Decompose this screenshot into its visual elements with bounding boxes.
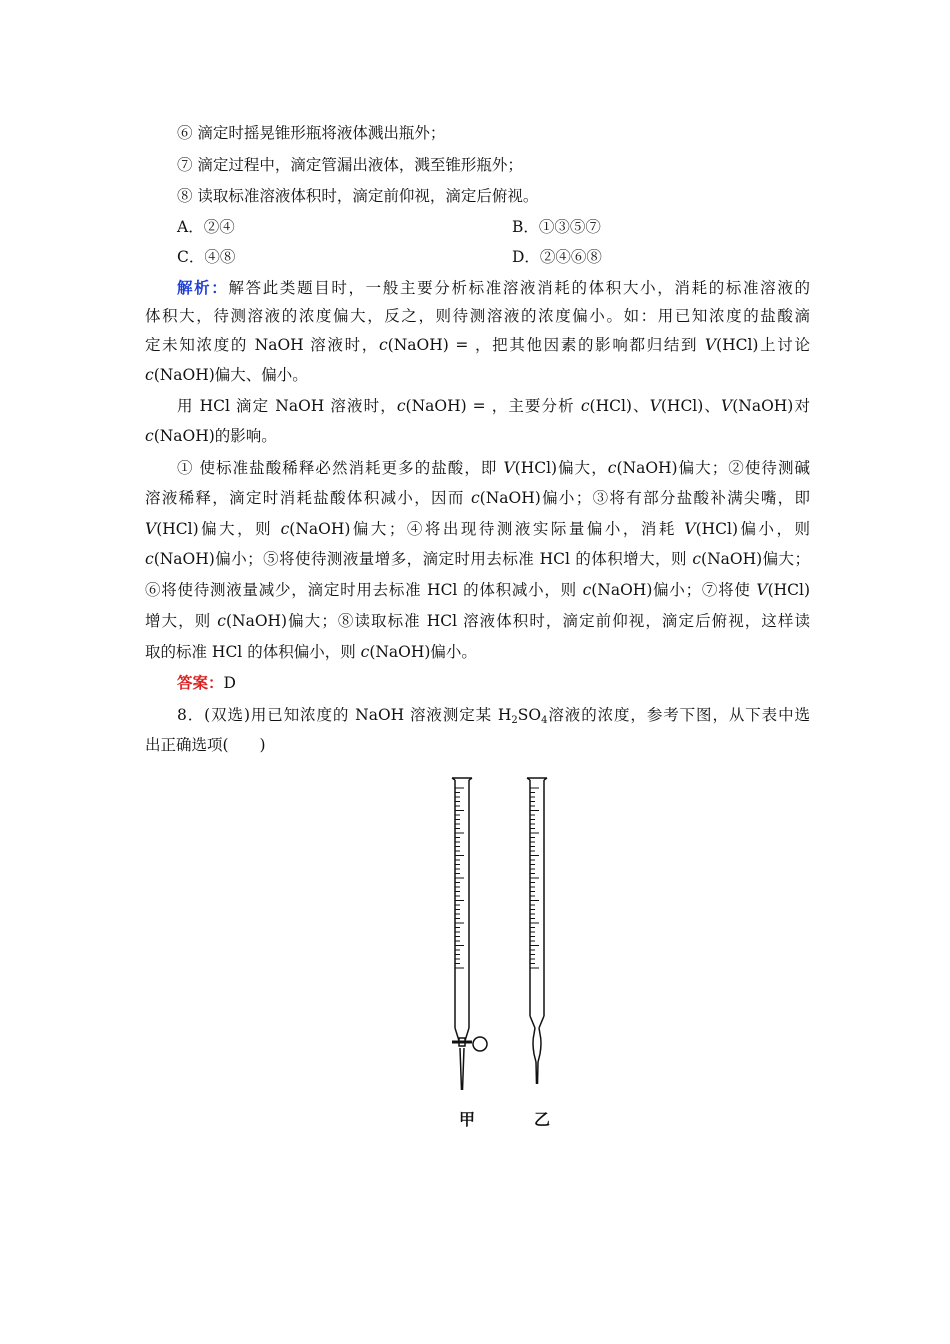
answer-line [177,673,810,693]
analysis-para-2-line-1: 用 HCl 滴定 NaOH 溶液时，c(NaOH) = ，主要分析 c(HCl)、V(HCl)、V(NaOH)对 [177,397,810,415]
answer-label: 答案： [177,673,224,692]
analysis-para-3-line-2: 溶液稀释，滴定时消耗盐酸体积减小，因而 c(NaOH)偏小；③将有部分盐酸补满尖嘴，即 [145,489,811,507]
figure-label-right: 乙 [534,1110,551,1129]
analysis-line-2: 体积大，待测溶液的浓度偏大，反之，则待测溶液的浓度偏小。如：用已知浓度的盐酸滴 [145,307,810,325]
item-7: ⑦ 滴定过程中，滴定管漏出液体，溅至锥形瓶外； [177,156,523,174]
question-8-line-2: 出正确选项( ) [145,736,266,754]
analysis-para-2-line-2: c(NaOH)的影响。 [145,427,277,445]
item-6: ⑥ 滴定时摇晃锥形瓶将液体溅出瓶外； [177,124,446,142]
base-burette [527,778,547,1084]
option-d: D．②④⑥⑧ [512,248,602,266]
analysis-para-3-line-5: ⑥将使待测液量减少，滴定时用去标准 HCl 的体积减小，则 c(NaOH)偏小；⑦将使 V(HCl) [145,581,810,599]
analysis-label: 解析： [177,278,229,297]
analysis-para-3-line-4: c(NaOH)偏小；⑤将使待测液量增多，滴定时用去标准 HCl 的体积增大，则 c(NaOH)偏大； [145,550,810,568]
analysis-para-3-line-6: 增大，则 c(NaOH)偏大；⑧读取标准 HCl 溶液体积时，滴定前仰视，滴定后俯视，这样读 [145,612,811,630]
analysis-line-1: 解析：解答此类题目时，一般主要分析标准溶液消耗的体积大小，消耗的标准溶液的 [177,278,810,297]
analysis-para-3-line-3: V(HCl)偏大，则 c(NaOH)偏大；④将出现待测液实际量偏小，消耗 V(HCl)偏小，则 [145,520,810,538]
option-a: A．②④ [177,218,235,236]
burette-figure [440,772,570,1132]
item-8: ⑧ 读取标准溶液体积时，滴定前仰视，滴定后俯视。 [177,187,539,205]
analysis-line-3: 定未知浓度的 NaOH 溶液时，c(NaOH) = ，把其他因素的影响都归结到 V(HCl)上讨论 [145,336,810,354]
analysis-para-3-line-7: 取的标准 HCl 的体积偏小，则 c(NaOH)偏小。 [145,643,477,661]
option-b: B．①③⑤⑦ [512,218,601,236]
answer-value: D [223,674,236,692]
figure-label-left: 甲 [459,1110,476,1129]
option-c: C．④⑧ [177,248,236,266]
acid-burette [452,778,487,1090]
question-8-line-1: 8．(双选)用已知浓度的 NaOH 溶液测定某 $H_2SO_4$溶液的浓度，参考下图，从下表中选 [177,706,810,726]
analysis-line-4: c(NaOH)偏大、偏小。 [145,366,308,384]
analysis-para-3-line-1: ① 使标准盐酸稀释必然消耗更多的盐酸，即 V(HCl)偏大，c(NaOH)偏大；②使待测碱 [177,459,811,477]
